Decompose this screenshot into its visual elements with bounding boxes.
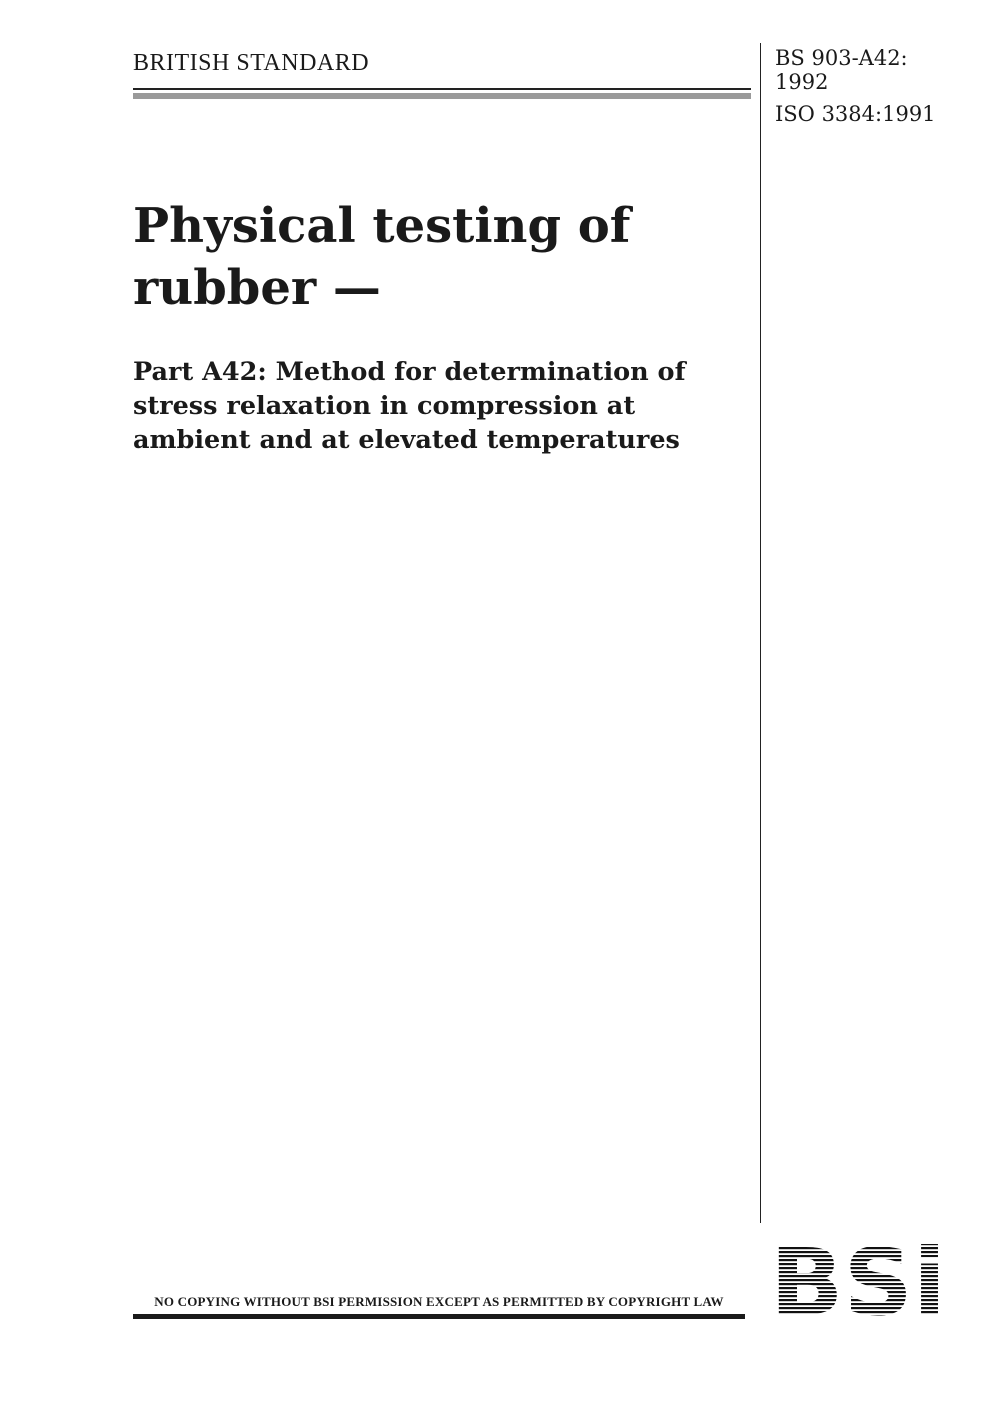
bs-number-line1: BS 903-A42: <box>775 46 908 70</box>
header-rule-grey <box>133 93 751 99</box>
header-rule-thin <box>133 88 751 90</box>
footer-rule <box>133 1314 745 1319</box>
bs-number-line2: 1992 <box>775 70 829 94</box>
document-type-label: BRITISH STANDARD <box>133 50 370 76</box>
document-part-title: Part A42: Method for determination of stress relaxation in compression at ambient and at elevated temperatures <box>133 357 686 455</box>
copyright-notice: NO COPYING WITHOUT BSI PERMISSION EXCEPT AS PERMITTED BY COPYRIGHT LAW <box>154 1294 724 1309</box>
iso-number: ISO 3384:1991 <box>775 102 936 126</box>
standard-numbers <box>775 46 936 126</box>
bsi-logo <box>770 1243 946 1320</box>
document-title: Physical testing of rubber — <box>133 198 631 316</box>
margin-divider <box>760 43 761 1223</box>
